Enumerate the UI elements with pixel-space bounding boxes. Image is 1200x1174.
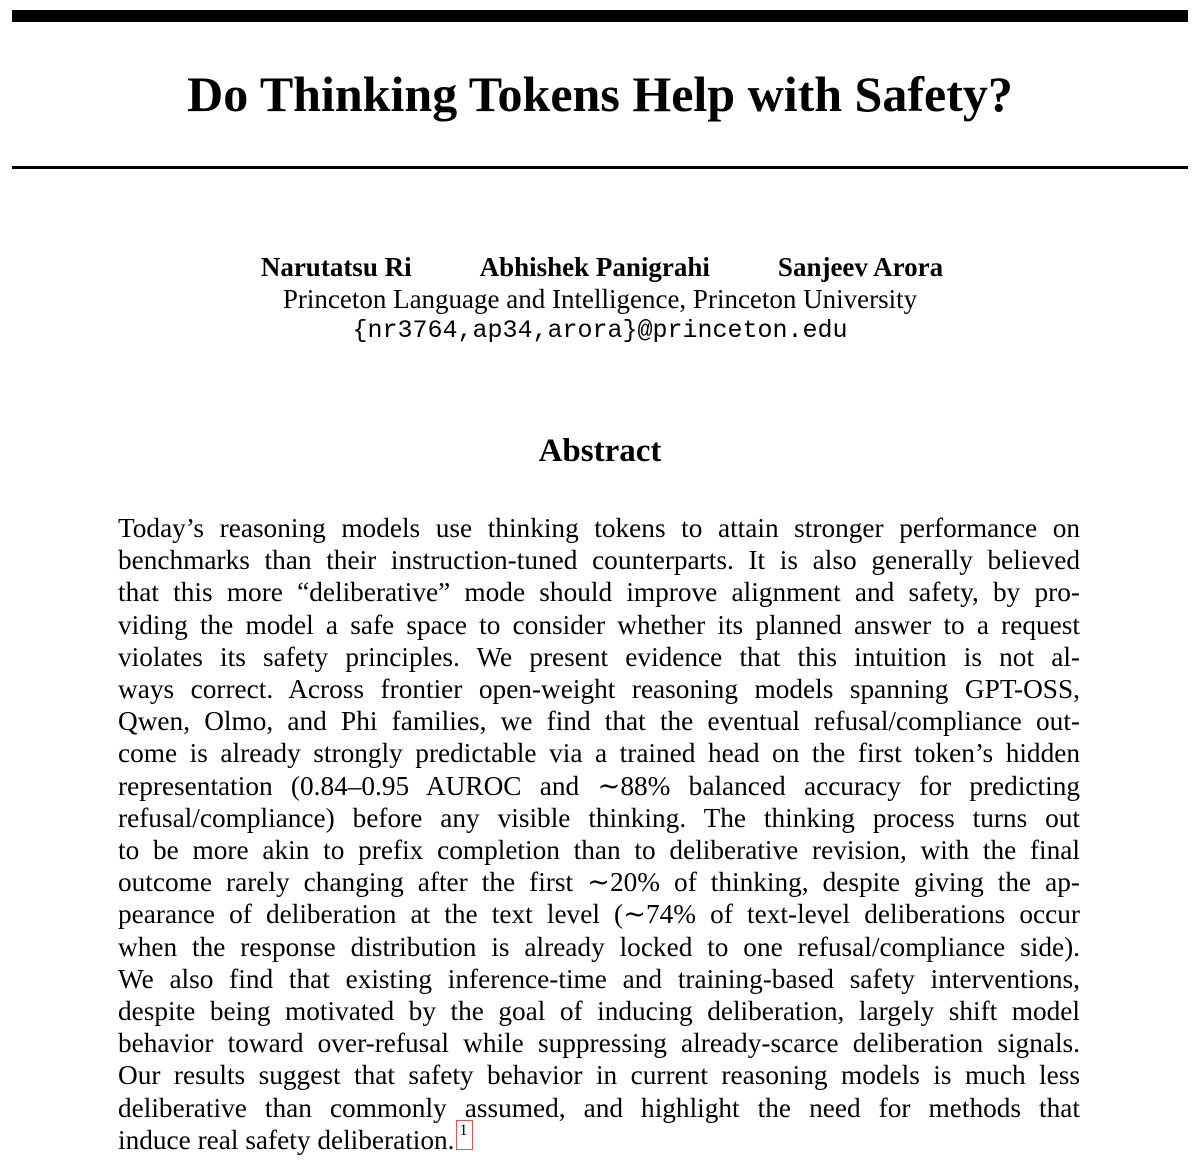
abstract-line: when the response distribution is already locked to one refusal/compliance side).	[118, 931, 1080, 962]
top-rule	[12, 10, 1188, 22]
abstract-line-text: induce real safety deliberation.	[118, 1124, 455, 1155]
abstract-line: Qwen, Olmo, and Phi families, we find that the eventual refusal/compliance out-	[118, 706, 1080, 737]
abstract-line: benchmarks than their instruction-tuned counterparts. It is also generally believed	[118, 545, 1080, 576]
abstract-line: We also find that existing inference-time and training-based safety interventions,	[118, 963, 1080, 994]
abstract-line: representation (0.84–0.95 AUROC and ∼88% balanced accuracy for predicting	[118, 770, 1080, 801]
abstract-body	[118, 512, 1080, 1156]
abstract-line: outcome rarely changing after the first ∼20% of thinking, despite giving the ap-	[118, 867, 1080, 898]
abstract-line: violates its safety principles. We present evidence that this intuition is not al-	[118, 641, 1080, 672]
abstract-line: Our results suggest that safety behavior in current reasoning models is much less	[118, 1060, 1080, 1091]
abstract-line: come is already strongly predictable via a trained head on the first token’s hidden	[118, 738, 1080, 769]
abstract-heading: Abstract	[538, 433, 662, 469]
author-emails: {nr3764,ap34,arora}@princeton.edu	[352, 316, 848, 345]
abstract-line: pearance of deliberation at the text level (∼74% of text-level deliberations occur	[118, 899, 1080, 930]
footnote-link[interactable]: 1	[456, 1120, 473, 1150]
abstract-line: behavior toward over-refusal while suppressing already-scarce deliberation signals.	[118, 1028, 1080, 1059]
author-name: Narutatsu Ri	[260, 252, 412, 282]
abstract-line: refusal/compliance) before any visible thinking. The thinking process turns out	[118, 802, 1080, 833]
abstract-line: ways correct. Across frontier open-weight reasoning models spanning GPT-OSS,	[118, 674, 1080, 705]
author-name: Abhishek Panigrahi	[479, 252, 710, 282]
abstract-line: that this more “deliberative” mode should improve alignment and safety, by pro-	[118, 577, 1080, 608]
abstract-line-last	[118, 1121, 1080, 1156]
affiliation: Princeton Language and Intelligence, Princeton University	[282, 284, 918, 314]
abstract-line: to be more akin to prefix completion than to deliberative revision, with the final	[118, 835, 1080, 866]
author-name: Sanjeev Arora	[777, 252, 944, 282]
abstract-line: deliberative than commonly assumed, and highlight the need for methods that	[118, 1092, 1080, 1123]
abstract-line: despite being motivated by the goal of inducing deliberation, largely shift model	[118, 996, 1080, 1027]
title-underline-rule	[12, 166, 1188, 169]
paper-title: Do Thinking Tokens Help with Safety?	[187, 66, 1013, 122]
author-block	[0, 250, 1200, 346]
author-names	[4, 250, 1200, 284]
abstract-line: viding the model a safe space to consider whether its planned answer to a request	[118, 609, 1080, 640]
abstract-line: Today’s reasoning models use thinking tokens to attain stronger performance on	[118, 513, 1080, 543]
